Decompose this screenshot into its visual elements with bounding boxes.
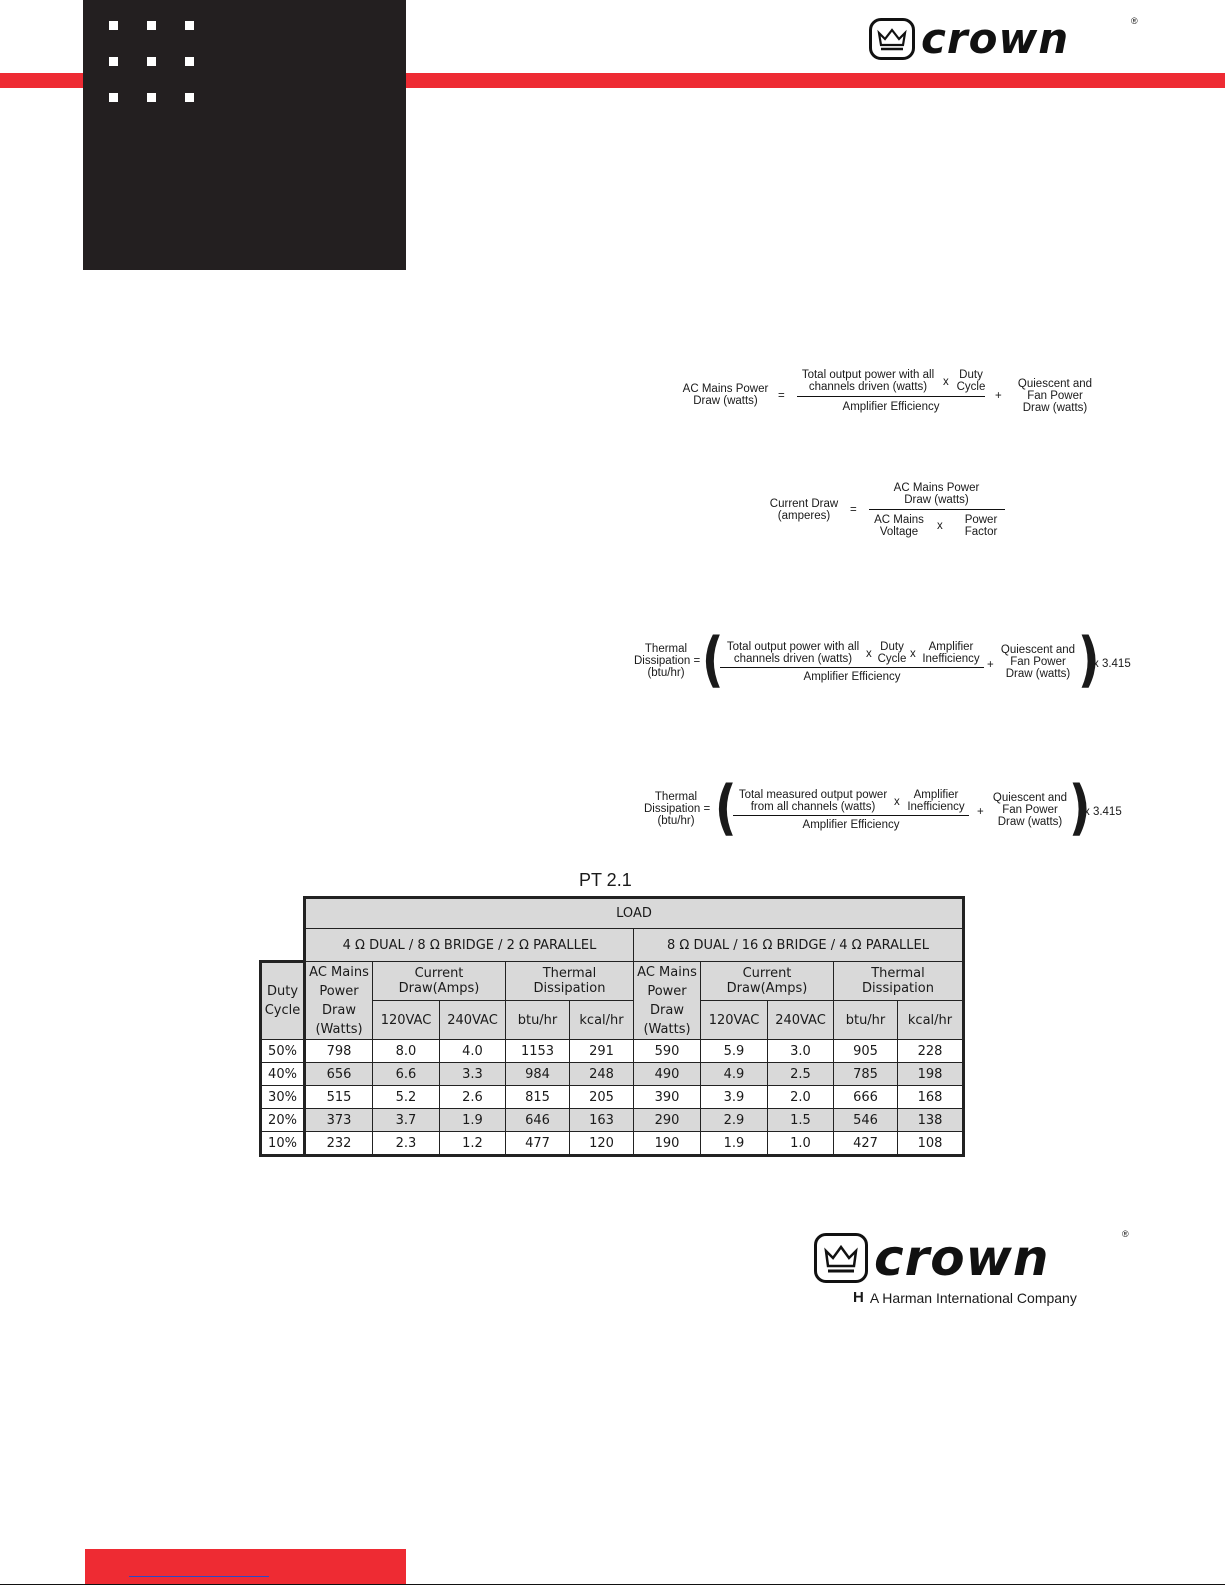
- sub-header: 240VAC: [440, 1001, 506, 1040]
- formula-label: Draw (watts): [693, 395, 758, 407]
- formula-numerator: Total output power with all: [801, 369, 935, 381]
- grid-dot-icon: [185, 93, 194, 102]
- formula-numerator: Total measured output power: [738, 789, 888, 801]
- formula-term: Amplifier: [913, 789, 959, 801]
- fraction-bar: [869, 509, 1005, 510]
- left-paren-icon: (: [701, 625, 724, 695]
- formula-denominator: Power: [964, 514, 998, 526]
- formula-term: Duty: [959, 369, 983, 381]
- crown-badge-icon: [869, 18, 915, 60]
- formula-term: Draw (watts): [1005, 668, 1071, 680]
- formula-label: Thermal: [644, 643, 688, 655]
- grid-dot-icon: [147, 21, 156, 30]
- formula-label: AC Mains Power: [682, 383, 769, 395]
- multiply-sign: x: [943, 376, 949, 388]
- table-row: 30% 515 5.2 2.6 815 205 390 3.9 2.0 666 168: [261, 1086, 964, 1109]
- power-table: [259, 896, 965, 1157]
- right-paren-icon: ): [1077, 625, 1100, 695]
- multiply-sign: x: [937, 520, 943, 532]
- grid-dot-icon: [109, 21, 118, 30]
- sub-header: 240VAC: [768, 1001, 834, 1040]
- formula-denominator: Factor: [964, 526, 998, 538]
- footer-red-block: [85, 1549, 406, 1585]
- formula-term: Quiescent and: [992, 792, 1068, 804]
- brand-wordmark: crown: [921, 14, 1070, 63]
- table-row: 20% 373 3.7 1.9 646 163 290 2.9 1.5 546 138: [261, 1109, 964, 1132]
- brand-wordmark: crown: [874, 1229, 1050, 1287]
- formula-term: Amplifier: [928, 641, 974, 653]
- fraction-bar: [733, 815, 969, 816]
- table-row: 50% 798 8.0 4.0 1153 291 590 5.9 3.0 905 228: [261, 1040, 964, 1063]
- thermal-header: Thermal Dissipation: [506, 962, 634, 1001]
- sub-header: btu/hr: [834, 1001, 898, 1040]
- formula-label: Current Draw: [769, 498, 839, 510]
- formula-denominator: AC Mains: [874, 514, 924, 526]
- equals-sign: =: [778, 390, 785, 402]
- formula-denominator: Amplifier Efficiency: [803, 671, 901, 683]
- multiply-sign: x: [866, 648, 872, 660]
- formula-term: Fan Power: [1027, 390, 1083, 402]
- formula-term: Draw (watts): [1022, 402, 1088, 414]
- formula-term: Duty: [880, 641, 904, 653]
- plus-sign: +: [987, 659, 994, 671]
- fraction-bar: [720, 667, 984, 668]
- group-header-1: 4 Ω DUAL / 8 Ω BRIDGE / 2 Ω PARALLEL: [305, 929, 634, 962]
- current-draw-header: Current Draw(Amps): [701, 962, 834, 1001]
- crown-badge-icon: [814, 1233, 868, 1283]
- formula-label: (btu/hr): [647, 667, 685, 679]
- formula-term: Fan Power: [1010, 656, 1066, 668]
- sub-header: 120VAC: [373, 1001, 440, 1040]
- table-title: PT 2.1: [579, 870, 632, 890]
- formula-term: Cycle: [877, 653, 907, 665]
- harman-logo-icon: H: [853, 1289, 864, 1306]
- formula-denominator: Amplifier Efficiency: [802, 819, 900, 831]
- formula-numerator: channels driven (watts): [808, 381, 928, 393]
- multiplier: x 3.415: [1093, 658, 1131, 670]
- formula-term: Inefficiency: [922, 653, 980, 665]
- header-dark-panel: [83, 0, 406, 270]
- formula-term: Cycle: [956, 381, 986, 393]
- plus-sign: +: [995, 390, 1002, 402]
- tagline: [853, 1289, 1077, 1306]
- tagline-text: A Harman International Company: [869, 1289, 1077, 1306]
- table-row: 40% 656 6.6 3.3 984 248 490 4.9 2.5 785 198: [261, 1063, 964, 1086]
- equals-sign: =: [850, 504, 857, 516]
- formula-term: Quiescent and: [1017, 378, 1093, 390]
- group-header-2: 8 Ω DUAL / 16 Ω BRIDGE / 4 Ω PARALLEL: [634, 929, 964, 962]
- duty-cycle-header: Duty Cycle: [261, 962, 305, 1040]
- grid-dot-icon: [147, 57, 156, 66]
- load-header: LOAD: [305, 898, 964, 929]
- formula-label: Dissipation =: [644, 803, 711, 815]
- registered-mark: ®: [1131, 16, 1138, 26]
- mains-power-header: AC Mains Power Draw (Watts): [634, 962, 701, 1040]
- plus-sign: +: [977, 806, 984, 818]
- grid-dot-icon: [185, 57, 194, 66]
- formula-numerator: from all channels (watts): [750, 801, 876, 813]
- formula-label: Dissipation =: [634, 655, 701, 667]
- left-paren-icon: (: [714, 773, 737, 843]
- formula-term: Quiescent and: [1000, 644, 1076, 656]
- sub-header: 120VAC: [701, 1001, 768, 1040]
- table-row: 10% 232 2.3 1.2 477 120 190 1.9 1.0 427 108: [261, 1132, 964, 1156]
- crown-logo-footer: [814, 1229, 1129, 1287]
- formula-label: (amperes): [777, 510, 831, 522]
- grid-dot-icon: [109, 93, 118, 102]
- grid-dot-icon: [109, 57, 118, 66]
- formula-numerator: Draw (watts): [904, 494, 969, 506]
- formula-term: Inefficiency: [907, 801, 965, 813]
- mains-power-header: AC Mains Power Draw (Watts): [305, 962, 373, 1040]
- thermal-header: Thermal Dissipation: [834, 962, 964, 1001]
- formula-label: Thermal: [654, 791, 698, 803]
- sub-header: btu/hr: [506, 1001, 570, 1040]
- crown-logo-header: [869, 14, 1138, 63]
- multiply-sign: x: [894, 796, 900, 808]
- sub-header: kcal/hr: [898, 1001, 964, 1040]
- formula-term: Fan Power: [1002, 804, 1058, 816]
- current-draw-header: Current Draw(Amps): [373, 962, 506, 1001]
- sub-header: kcal/hr: [570, 1001, 634, 1040]
- formula-term: Draw (watts): [997, 816, 1063, 828]
- multiplier: x 3.415: [1084, 806, 1122, 818]
- grid-dot-icon: [147, 93, 156, 102]
- formula-numerator: Total output power with all: [726, 641, 860, 653]
- formula-denominator: Voltage: [879, 526, 919, 538]
- fraction-bar: [797, 396, 985, 397]
- grid-dot-icon: [185, 21, 194, 30]
- multiply-sign: x: [910, 648, 916, 660]
- right-paren-icon: ): [1068, 773, 1091, 843]
- formula-label: (btu/hr): [657, 815, 695, 827]
- formula-denominator: Amplifier Efficiency: [842, 401, 940, 413]
- formula-numerator: channels driven (watts): [733, 653, 853, 665]
- footer-link-underline: [129, 1576, 269, 1577]
- formula-numerator: AC Mains Power: [893, 482, 980, 494]
- registered-mark: ®: [1122, 1229, 1129, 1239]
